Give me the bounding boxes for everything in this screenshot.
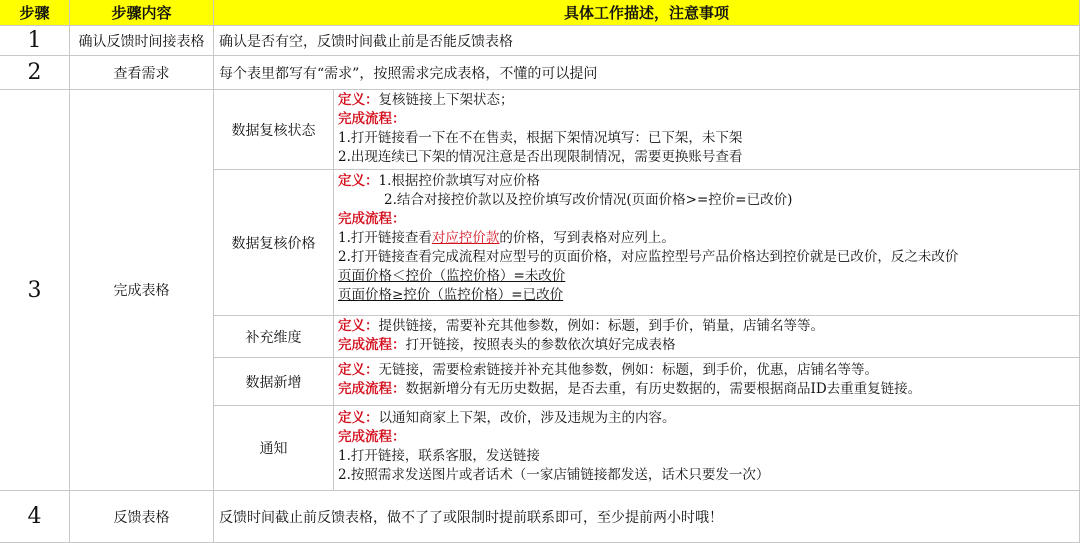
- flow-step-1-prefix: 1.打开链接查看: [338, 230, 432, 246]
- flow-label: 完成流程：: [338, 429, 406, 445]
- row2-step-number[interactable]: 2: [0, 56, 70, 90]
- definition-text: 以通知商家上下架，改价，涉及违规为主的内容。: [378, 410, 676, 426]
- row4-description[interactable]: 反馈时间截止前反馈表格，做不了了或限制时提前联系即可，至少提前两小时哦！: [214, 491, 1080, 543]
- header-detail[interactable]: 具体工作描述，注意事项: [214, 0, 1080, 26]
- definition-label: 定义：: [338, 362, 379, 378]
- sub-new-data-name[interactable]: 数据新增: [214, 358, 334, 406]
- flow-step-2: 2.出现连续已下架的情况注意是否出现限制情况，需要更换账号查看: [338, 149, 743, 165]
- flow-step-2: 2.按照需求发送图片或者话术（一家店铺链接都发送，话术只要发一次）: [338, 467, 770, 483]
- sub-supplement-name[interactable]: 补充维度: [214, 316, 334, 358]
- definition-label: 定义：: [338, 173, 379, 189]
- flow-text: 打开链接，按照表头的参数依次填好完成表格: [405, 337, 676, 353]
- flow-step-1: 1.打开链接，联系客服，发送链接: [338, 448, 540, 464]
- flow-step-2: 2.打开链接查看完成流程对应型号的页面价格，对应监控型号产品价格达到控价就是已改价，反之未改价: [338, 249, 959, 265]
- sub-notify-name[interactable]: 通知: [214, 406, 334, 491]
- rule-changed: 页面价格≥控价（监控价格）=已改价: [338, 287, 564, 303]
- flow-step-1: 1.打开链接看一下在不在售卖，根据下架情况填写：已下架，未下架: [338, 130, 743, 146]
- definition-label: 定义：: [338, 92, 379, 108]
- row4-step-number[interactable]: 4: [0, 491, 70, 543]
- sub-status-check-name[interactable]: 数据复核状态: [214, 90, 334, 170]
- row3-step-name[interactable]: 完成表格: [70, 90, 214, 491]
- header-step[interactable]: 步骤: [0, 0, 70, 26]
- sub-notify-detail[interactable]: [334, 406, 1080, 491]
- row2-step-name[interactable]: 查看需求: [70, 56, 214, 90]
- flow-text: 数据新增分有无历史数据，是否去重，有历史数据的，需要根据商品ID去重重复链接。: [405, 381, 922, 397]
- definition-text: 无链接，需要检索链接并补充其他参数，例如：标题，到手价，优惠，店铺名等等。: [378, 362, 878, 378]
- row1-step-name[interactable]: 确认反馈时间接表格: [70, 26, 214, 56]
- row1-description[interactable]: 确认是否有空，反馈时间截止前是否能反馈表格: [214, 26, 1080, 56]
- sub-new-data-detail[interactable]: [334, 358, 1080, 406]
- flow-step-1-highlight: 对应控价款: [431, 230, 500, 246]
- sub-supplement-detail[interactable]: [334, 316, 1080, 358]
- flow-label: 完成流程：: [338, 211, 406, 227]
- row2-description[interactable]: 每个表里都写有“需求”，按照需求完成表格，不懂的可以提问: [214, 56, 1080, 90]
- sub-price-check-name[interactable]: 数据复核价格: [214, 170, 334, 316]
- flow-step-1-suffix: 的价格，写到表格对应列上。: [499, 230, 675, 246]
- definition-item-2: 2.结合对接控价款以及控价填写改价情况(页面价格>=控价=已改价): [384, 192, 793, 208]
- row1-step-number[interactable]: 1: [0, 26, 70, 56]
- definition-label: 定义：: [338, 318, 379, 334]
- flow-label: 完成流程：: [338, 337, 406, 353]
- sub-price-check-detail[interactable]: [334, 170, 1080, 316]
- definition-label: 定义：: [338, 410, 379, 426]
- row4-step-name[interactable]: 反馈表格: [70, 491, 214, 543]
- row3-step-number[interactable]: 3: [0, 90, 70, 491]
- definition-text: 复核链接上下架状态；: [378, 92, 514, 108]
- flow-label: 完成流程：: [338, 381, 406, 397]
- rule-not-changed: 页面价格＜控价（监控价格）=未改价: [338, 268, 566, 284]
- header-content[interactable]: 步骤内容: [70, 0, 214, 26]
- definition-text: 提供链接，需要补充其他参数，例如：标题，到手价，销量，店铺名等等。: [378, 318, 824, 334]
- flow-label: 完成流程：: [338, 111, 406, 127]
- definition-item-1: 1.根据控价款填写对应价格: [378, 173, 540, 189]
- sub-status-check-detail[interactable]: [334, 90, 1080, 170]
